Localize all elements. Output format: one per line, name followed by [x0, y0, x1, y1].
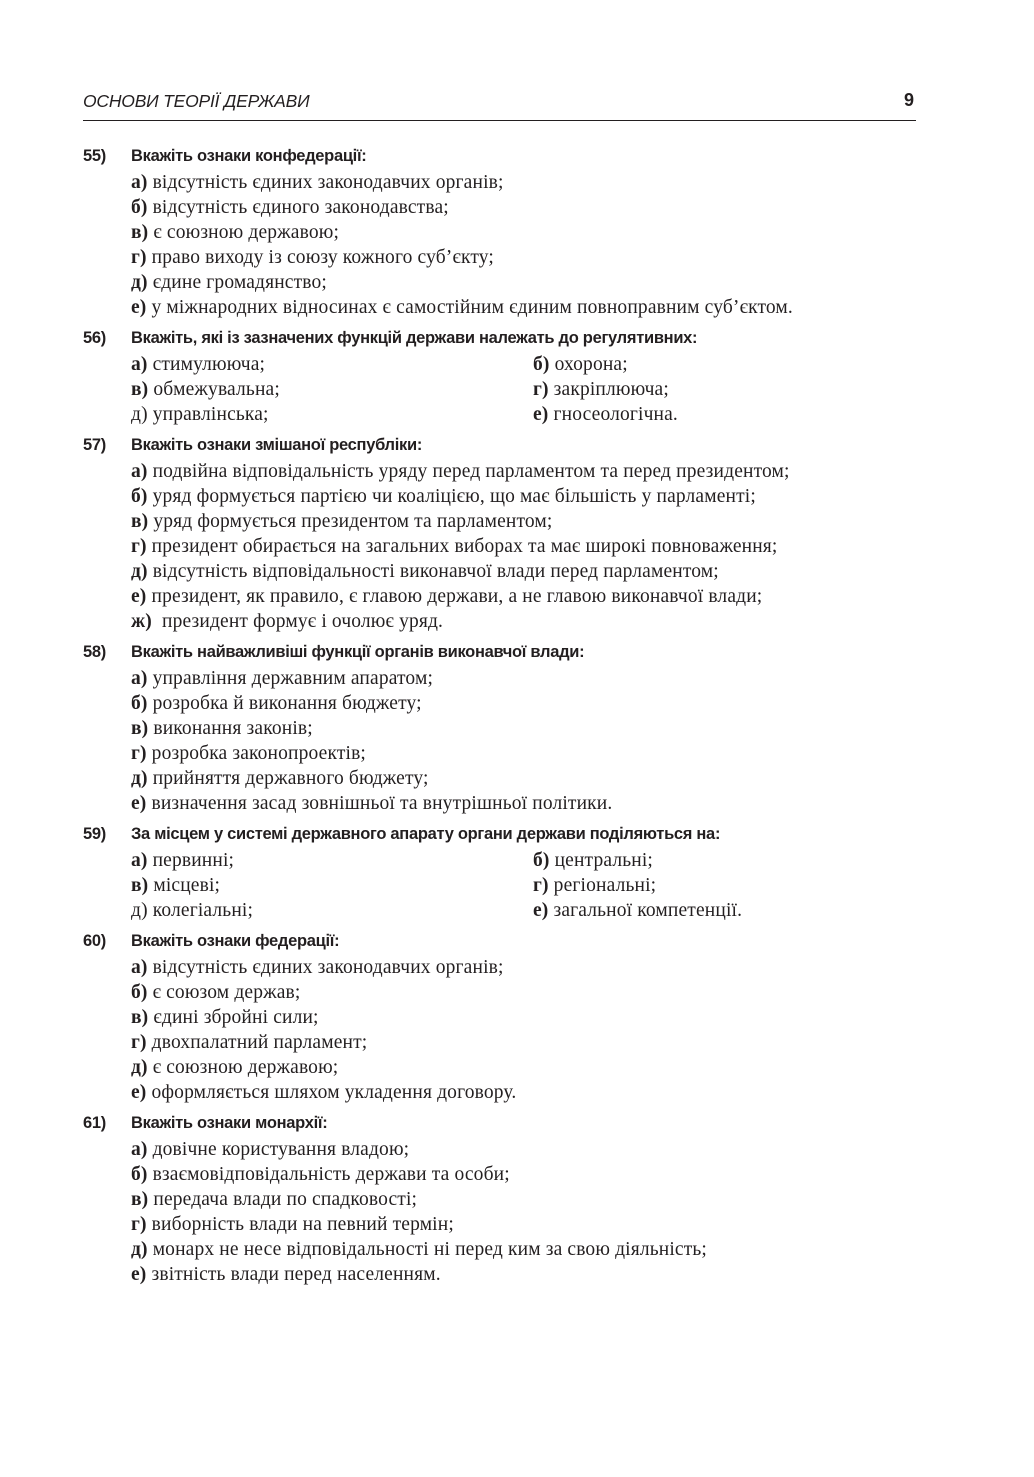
option-text: президент, як правило, є главою держави, а не главою виконавчої влади; [146, 586, 763, 607]
answer-options [83, 955, 923, 1105]
option-text: двохпалатний парламент; [146, 1032, 368, 1053]
option-letter: а) [131, 461, 148, 482]
answer-option [131, 1080, 923, 1105]
option-letter: в) [131, 511, 149, 532]
option-letter: а) [131, 172, 148, 193]
answer-option [131, 1187, 923, 1212]
question-text: Вкажіть ознаки змішаної республіки: [131, 436, 423, 454]
option-letter: г) [131, 247, 147, 268]
option-text: прийняття державного бюджету; [147, 768, 429, 789]
question-56 [83, 325, 923, 427]
option-text: д) управлінська; [131, 404, 269, 425]
option-text: відсутність єдиних законодавчих органів; [147, 172, 504, 193]
option-letter: б) [131, 693, 148, 714]
option-letter: в) [131, 222, 149, 243]
question-text: За місцем у системі державного апарату органи держави поділяються на: [131, 825, 721, 843]
option-text: є союзною державою; [148, 222, 340, 243]
option-text: передача влади по спадковості; [148, 1189, 418, 1210]
answer-option [131, 402, 533, 427]
option-text: закріплююча; [548, 379, 669, 400]
answer-option [131, 666, 923, 691]
option-text: взаємовідповідальність держави та особи; [147, 1164, 510, 1185]
option-letter: д) [131, 1057, 148, 1078]
answer-option [131, 848, 533, 873]
question-heading [83, 325, 923, 352]
answer-option [131, 484, 923, 509]
option-letter: д) [131, 272, 148, 293]
option-text: гносеологічна. [548, 404, 678, 425]
answer-option [131, 170, 923, 195]
option-text: є союзом держав; [147, 982, 301, 1003]
answer-option [131, 791, 923, 816]
question-number: 55) [83, 147, 106, 165]
question-number: 61) [83, 1114, 106, 1132]
running-title: ОСНОВИ ТЕОРІЇ ДЕРЖАВИ [83, 91, 310, 111]
option-letter: б) [533, 354, 550, 375]
option-text: право виходу із союзу кожного суб’єкту; [146, 247, 494, 268]
option-text: монарх не несе відповідальності ні перед ким за свою діяльність; [147, 1239, 708, 1260]
option-text: уряд формується партією чи коаліцією, що має більшість у парламенті; [147, 486, 756, 507]
option-text: у міжнародних відносинах є самостійним єдиним повноправним суб’єктом. [146, 297, 793, 318]
answer-option [533, 873, 833, 898]
option-text: місцеві; [148, 875, 221, 896]
option-text: управління державним апаратом; [147, 668, 434, 689]
page-header [83, 89, 916, 121]
answer-option [131, 609, 923, 634]
option-letter: в) [131, 1189, 149, 1210]
answer-option [131, 559, 923, 584]
answer-option [131, 1262, 923, 1287]
option-letter: е) [533, 900, 549, 921]
option-text: уряд формується президентом та парламентом; [148, 511, 553, 532]
question-number: 56) [83, 329, 106, 347]
question-58 [83, 639, 923, 816]
question-heading [83, 432, 923, 459]
option-letter: е) [533, 404, 549, 425]
question-heading [83, 928, 923, 955]
option-text: регіональні; [548, 875, 657, 896]
option-letter: г) [131, 743, 147, 764]
answer-options [83, 848, 923, 923]
option-letter: б) [131, 486, 148, 507]
option-text: єдині збройні сили; [148, 1007, 319, 1028]
question-heading [83, 639, 923, 666]
answer-option [131, 352, 533, 377]
page-number: 9 [903, 90, 914, 110]
answer-option [131, 1237, 923, 1262]
option-text: первинні; [147, 850, 235, 871]
option-letter: в) [131, 1007, 149, 1028]
option-text: розробка законопроектів; [146, 743, 367, 764]
option-letter: а) [131, 354, 148, 375]
answer-option [131, 1030, 923, 1055]
question-57 [83, 432, 923, 634]
answer-options [83, 459, 923, 634]
option-letter: а) [131, 957, 148, 978]
option-letter: б) [131, 1164, 148, 1185]
option-text: є союзною державою; [147, 1057, 339, 1078]
option-letter: г) [131, 1032, 147, 1053]
answer-option [533, 402, 833, 427]
option-text: довічне користування владою; [147, 1139, 410, 1160]
option-letter: а) [131, 668, 148, 689]
answer-option [131, 584, 923, 609]
option-text: виборність влади на певний термін; [146, 1214, 454, 1235]
question-55 [83, 143, 923, 320]
answer-options [83, 1137, 923, 1287]
answer-option [131, 295, 923, 320]
answer-option [533, 898, 833, 923]
option-text: оформляється шляхом укладення договору. [146, 1082, 517, 1103]
option-letter: б) [533, 850, 550, 871]
question-number: 59) [83, 825, 106, 843]
option-text: розробка й виконання бюджету; [147, 693, 422, 714]
answer-option [131, 741, 923, 766]
answer-option [131, 270, 923, 295]
option-letter: д) [131, 1239, 148, 1260]
option-text: відсутність єдиного законодавства; [147, 197, 449, 218]
option-text: звітність влади перед населенням. [146, 1264, 441, 1285]
answer-option [533, 352, 833, 377]
question-text: Вкажіть ознаки монархії: [131, 1114, 328, 1132]
question-number: 58) [83, 643, 106, 661]
option-letter: е) [131, 793, 147, 814]
option-text: центральні; [549, 850, 653, 871]
answer-option [131, 220, 923, 245]
option-letter: д) [131, 561, 148, 582]
answer-options [83, 170, 923, 320]
option-letter: г) [131, 1214, 147, 1235]
answer-option [131, 766, 923, 791]
answer-option [131, 898, 533, 923]
option-letter: ж) [131, 611, 152, 632]
answer-option [131, 509, 923, 534]
question-text: Вкажіть ознаки конфедерації: [131, 147, 367, 165]
answer-option [533, 377, 833, 402]
option-text: президент обирається на загальних виборах та має широкі повноваження; [146, 536, 778, 557]
option-letter: а) [131, 1139, 148, 1160]
answer-option [131, 980, 923, 1005]
question-heading [83, 821, 923, 848]
option-letter: е) [131, 297, 147, 318]
answer-option [131, 534, 923, 559]
question-number: 57) [83, 436, 106, 454]
option-letter: е) [131, 586, 147, 607]
questions-list [83, 143, 923, 1287]
answer-options [83, 666, 923, 816]
option-text: президент формує і очолює уряд. [151, 611, 444, 632]
option-text: стимулююча; [147, 354, 266, 375]
answer-option [131, 245, 923, 270]
answer-option [131, 1137, 923, 1162]
question-59 [83, 821, 923, 923]
option-text: охорона; [549, 354, 628, 375]
option-letter: б) [131, 982, 148, 1003]
option-letter: в) [131, 718, 149, 739]
option-letter: е) [131, 1082, 147, 1103]
option-text: виконання законів; [148, 718, 313, 739]
option-letter: в) [131, 379, 149, 400]
option-text: відсутність відповідальності виконавчої влади перед парламентом; [147, 561, 719, 582]
option-text: подвійна відповідальність уряду перед парламентом та перед президентом; [147, 461, 790, 482]
answer-option [131, 691, 923, 716]
option-text: відсутність єдиних законодавчих органів; [147, 957, 504, 978]
option-letter: е) [131, 1264, 147, 1285]
question-text: Вкажіть ознаки федерації: [131, 932, 340, 950]
question-60 [83, 928, 923, 1105]
question-heading [83, 1110, 923, 1137]
option-letter: г) [131, 536, 147, 557]
answer-option [131, 716, 923, 741]
answer-option [131, 459, 923, 484]
option-letter: д) [131, 768, 148, 789]
answer-option [131, 1212, 923, 1237]
answer-option [131, 955, 923, 980]
answer-options [83, 352, 923, 427]
option-text: д) колегіальні; [131, 900, 254, 921]
option-text: обмежувальна; [148, 379, 280, 400]
option-text: загальної компетенції. [548, 900, 743, 921]
option-letter: в) [131, 875, 149, 896]
question-heading [83, 143, 923, 170]
option-letter: г) [533, 875, 549, 896]
answer-option [131, 377, 533, 402]
option-text: визначення засад зовнішньої та внутрішньої політики. [146, 793, 613, 814]
option-letter: г) [533, 379, 549, 400]
answer-option [131, 1005, 923, 1030]
question-61 [83, 1110, 923, 1287]
answer-option [131, 195, 923, 220]
option-text: єдине громадянство; [147, 272, 327, 293]
answer-option [131, 1055, 923, 1080]
answer-option [533, 848, 833, 873]
answer-option [131, 1162, 923, 1187]
option-letter: а) [131, 850, 148, 871]
option-letter: б) [131, 197, 148, 218]
question-text: Вкажіть, які із зазначених функцій держави належать до регулятивних: [131, 329, 698, 347]
question-text: Вкажіть найважливіші функції органів виконавчої влади: [131, 643, 585, 661]
question-number: 60) [83, 932, 106, 950]
answer-option [131, 873, 533, 898]
